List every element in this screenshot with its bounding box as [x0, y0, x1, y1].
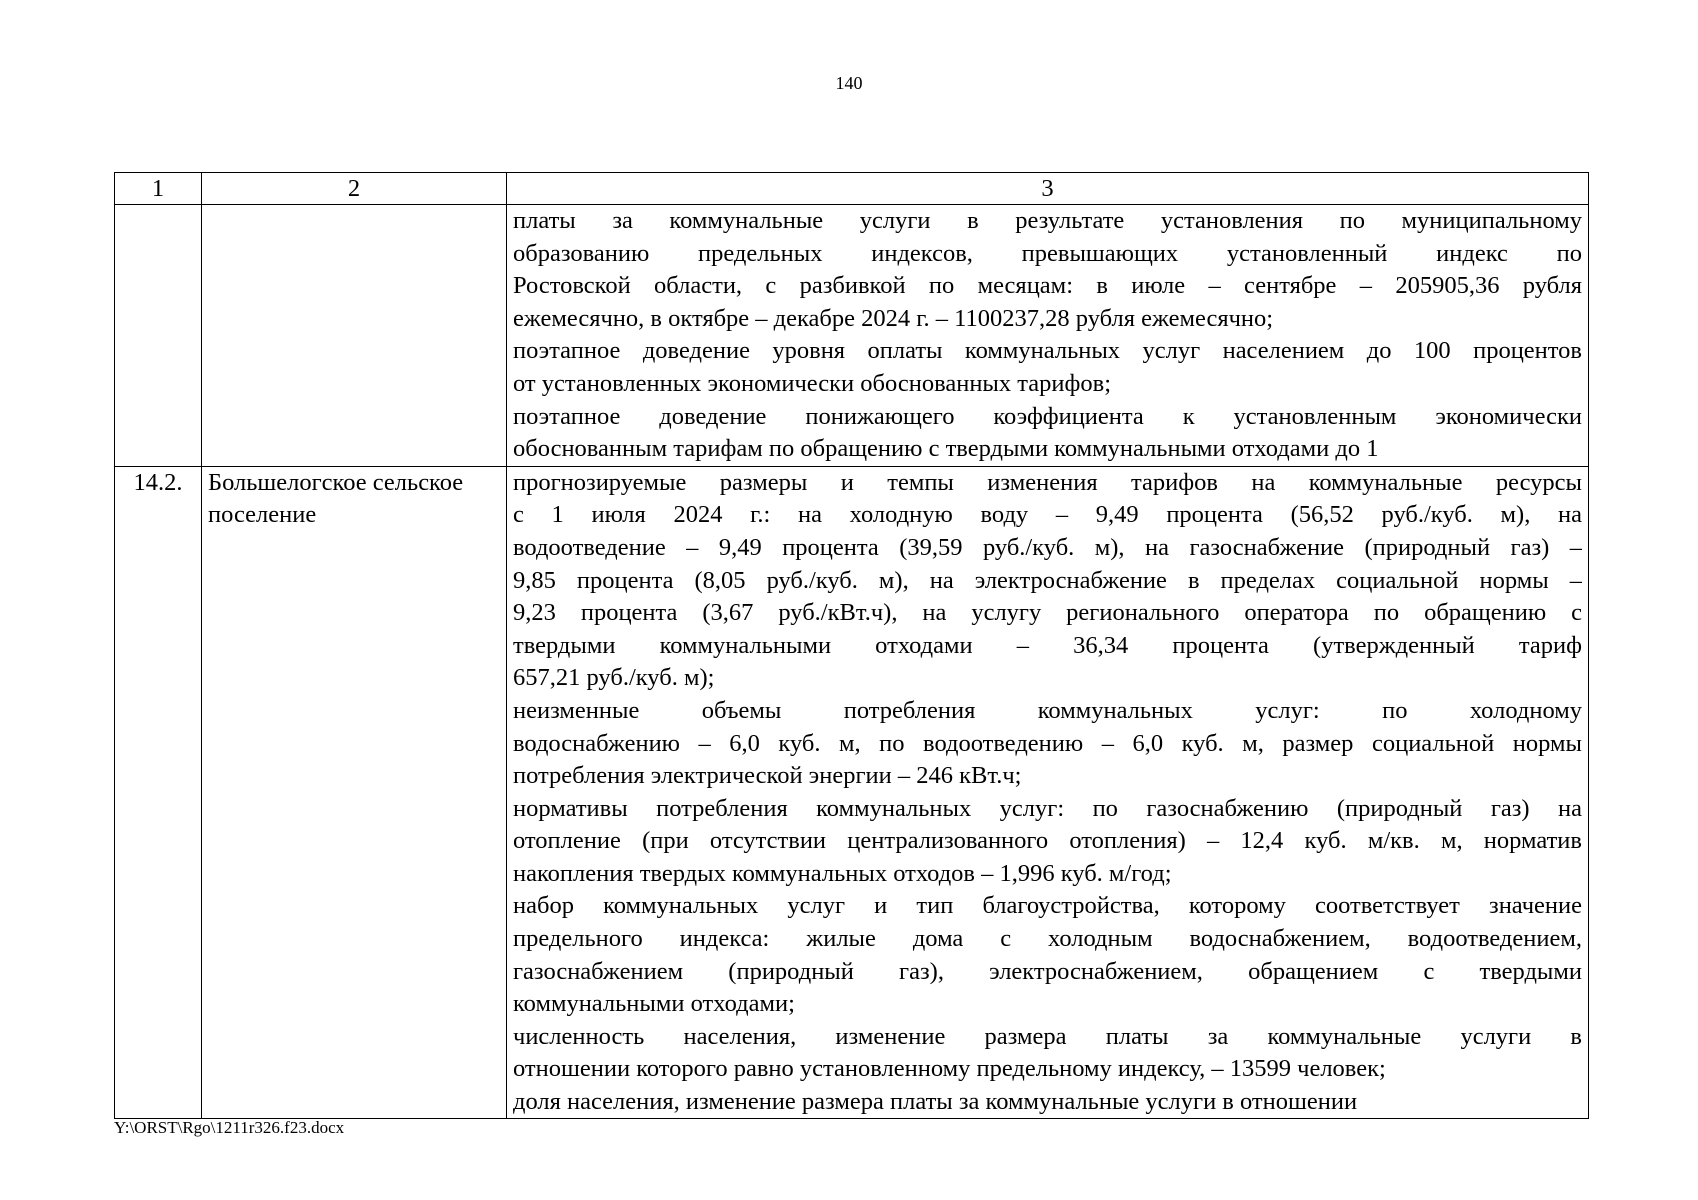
row-content-cell — [507, 466, 1589, 1118]
text-line: поэтапное доведение уровня оплаты коммунальных услуг населением до 100 процентов — [513, 337, 1582, 365]
table-row-14-2 — [115, 466, 1589, 1118]
text-line: от установленных экономически обоснованных тарифов; — [513, 369, 1112, 397]
text-line: водоотведение – 9,49 процента (39,59 руб./куб. м), на газоснабжение (природный газ) – — [513, 533, 1582, 561]
text-line: отношении которого равно установленному предельному индексу, – 13599 человек; — [513, 1055, 1386, 1083]
continued-text — [513, 205, 1582, 466]
text-line: набор коммунальных услуг и тип благоустройства, которому соответствует значение — [513, 892, 1582, 920]
text-line: нормативы потребления коммунальных услуг: по газоснабжению (природный газ) на — [513, 794, 1582, 822]
text-line: ежемесячно, в октябре – декабре 2024 г. – 1100237,28 рубля ежемесячно; — [513, 304, 1274, 332]
text-line: 9,23 процента (3,67 руб./кВт.ч), на услугу регионального оператора по обращению с — [513, 599, 1582, 627]
column-header-1: 1 — [115, 173, 202, 205]
table-header-row — [115, 173, 1589, 205]
text-line: водоснабжению – 6,0 куб. м, по водоотведению – 6,0 куб. м, размер социальной нормы — [513, 729, 1582, 757]
column-header-3: 3 — [507, 173, 1589, 205]
text-line: численность населения, изменение размера платы за коммунальные услуги в — [513, 1022, 1582, 1050]
text-line: доля населения, изменение размера платы за коммунальные услуги в отношении — [513, 1088, 1358, 1116]
text-line: образованию предельных индексов, превышающих установленный индекс по — [513, 239, 1582, 267]
text-line: неизменные объемы потребления коммунальных услуг: по холодному — [513, 696, 1582, 724]
text-line: коммунальными отходами; — [513, 990, 795, 1018]
text-line: 657,21 руб./куб. м); — [513, 664, 715, 692]
text-line: отопление (при отсутствии централизованного отопления) – 12,4 куб. м/кв. м, норматив — [513, 827, 1582, 855]
text-line: газоснабжением (природный газ), электроснабжением, обращением с твердыми — [513, 957, 1582, 985]
text-line: потребления электрической энергии – 246 кВт.ч; — [513, 762, 1022, 790]
row-content-cell — [507, 205, 1589, 467]
text-line: прогнозируемые размеры и темпы изменения тарифов на коммунальные ресурсы — [513, 468, 1582, 496]
row-number-cell: 14.2. — [115, 466, 202, 1118]
text-line: предельного индекса: жилые дома с холодным водоснабжением, водоотведением, — [513, 925, 1582, 953]
row-number-cell — [115, 205, 202, 467]
text-line: накопления твердых коммунальных отходов – 1,996 куб. м/год; — [513, 859, 1172, 887]
settlement-name-cell: Большелогское сельское поселение — [202, 466, 507, 1118]
text-line: 9,85 процента (8,05 руб./куб. м), на электроснабжение в пределах социальной нормы – — [513, 566, 1582, 594]
text-line: с 1 июля 2024 г.: на холодную воду – 9,49 процента (56,52 руб./куб. м), на — [513, 501, 1582, 529]
page-number: 140 — [835, 73, 863, 93]
text-line: твердыми коммунальными отходами – 36,34 процента (утвержденный тариф — [513, 631, 1582, 659]
text-line: платы за коммунальные услуги в результате установления по муниципальному — [513, 207, 1582, 234]
column-header-2: 2 — [202, 173, 507, 205]
text-line: поэтапное доведение понижающего коэффициента к установленным экономически — [513, 402, 1582, 430]
text-line: Ростовской области, с разбивкой по месяцам: в июле – сентябре – 205905,36 рубля — [513, 272, 1582, 300]
table-row-continued — [115, 205, 1589, 467]
tariff-table — [114, 172, 1589, 1119]
settlement-name-cell — [202, 205, 507, 467]
row-14-2-text — [513, 467, 1582, 1118]
footer-file-path: Y:\ORST\Rgo\1211r326.f23.docx — [114, 1118, 345, 1137]
text-line: обоснованным тарифам по обращению с твердыми коммунальными отходами до 1 — [513, 435, 1379, 463]
